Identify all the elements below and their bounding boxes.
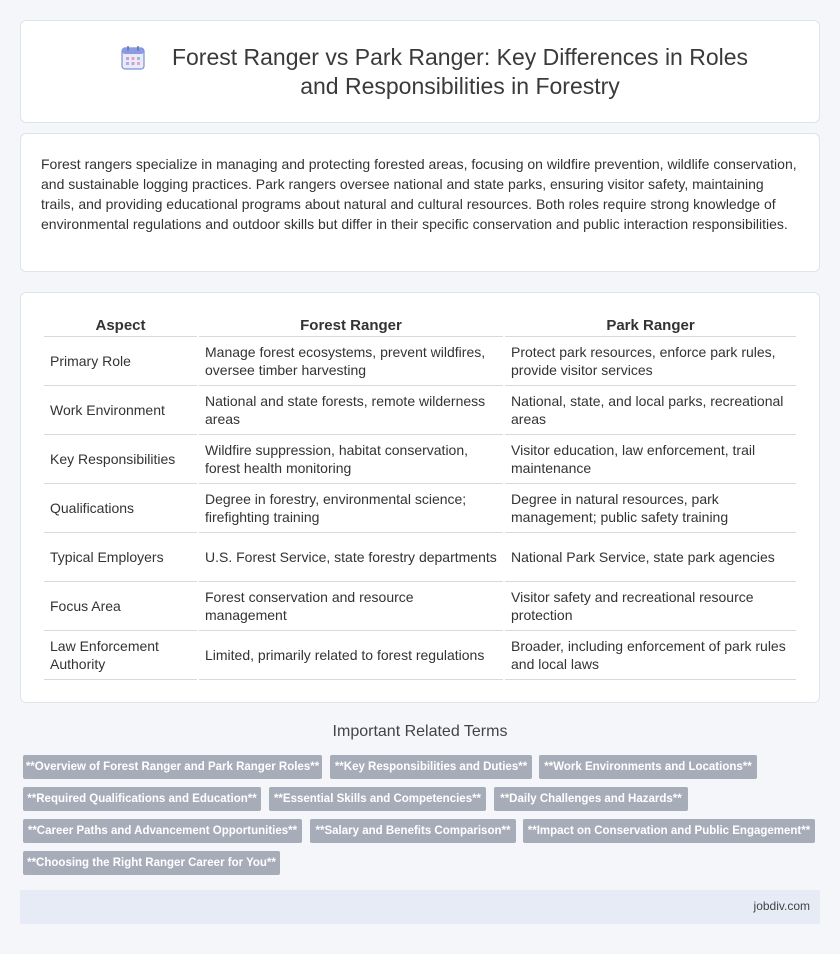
- related-tag[interactable]: **Career Paths and Advancement Opportunities**: [23, 819, 302, 843]
- intro-card: [20, 133, 820, 272]
- cell-aspect: Typical Employers: [44, 533, 197, 582]
- cell-park-ranger: Protect park resources, enforce park rules, provide visitor services: [505, 337, 796, 386]
- cell-park-ranger: National, state, and local parks, recreational areas: [505, 386, 796, 435]
- table-row: [44, 484, 796, 533]
- cell-forest-ranger: Limited, primarily related to forest regulations: [199, 631, 503, 680]
- related-tag[interactable]: **Essential Skills and Competencies**: [269, 787, 486, 811]
- comparison-table: [42, 311, 798, 680]
- cell-aspect: Qualifications: [44, 484, 197, 533]
- related-tag[interactable]: **Key Responsibilities and Duties**: [330, 755, 532, 779]
- cell-park-ranger: Visitor safety and recreational resource protection: [505, 582, 796, 631]
- table-row: [44, 435, 796, 484]
- table-row: [44, 533, 796, 582]
- cell-forest-ranger: Wildfire suppression, habitat conservation, forest health monitoring: [199, 435, 503, 484]
- footer: [20, 890, 820, 924]
- related-tag[interactable]: **Daily Challenges and Hazards**: [494, 787, 688, 811]
- table-header-row: [44, 311, 796, 337]
- related-tag[interactable]: **Salary and Benefits Comparison**: [310, 819, 516, 843]
- related-tag[interactable]: **Overview of Forest Ranger and Park Ranger Roles**: [23, 755, 322, 779]
- cell-forest-ranger: Manage forest ecosystems, prevent wildfires, oversee timber harvesting: [199, 337, 503, 386]
- cell-aspect: Primary Role: [44, 337, 197, 386]
- table-row: [44, 582, 796, 631]
- cell-park-ranger: Visitor education, law enforcement, trail maintenance: [505, 435, 796, 484]
- intro-text: Forest rangers specialize in managing and protecting forested areas, focusing on wildfire prevention, wildlife conservation, and sustainable logging practices. Park rangers oversee national and state parks, ensuring visitor safety, maintaining trails, and providing educational programs about natural and cultural resources. Both roles require strong knowledge of environmental regulations and outdoor skills but differ in their specific conservation and public interaction responsibilities.: [41, 156, 797, 232]
- related-tag[interactable]: **Work Environments and Locations**: [539, 755, 757, 779]
- cell-forest-ranger: U.S. Forest Service, state forestry departments: [199, 533, 503, 582]
- footer-site[interactable]: jobdiv.com: [753, 899, 810, 913]
- cell-aspect: Focus Area: [44, 582, 197, 631]
- title-card: [20, 20, 820, 123]
- related-terms-title: Important Related Terms: [332, 723, 508, 740]
- cell-aspect: Work Environment: [44, 386, 197, 435]
- cell-aspect: Key Responsibilities: [44, 435, 197, 484]
- cell-park-ranger: Degree in natural resources, park management; public safety training: [505, 484, 796, 533]
- cell-aspect: Law Enforcement Authority: [44, 631, 197, 680]
- page-title: Forest Ranger vs Park Ranger: Key Differences in Roles and Responsibilities in Forestry: [171, 43, 749, 99]
- related-tag[interactable]: **Impact on Conservation and Public Engagement**: [523, 819, 815, 843]
- cell-park-ranger: Broader, including enforcement of park rules and local laws: [505, 631, 796, 680]
- comparison-card: [20, 292, 820, 703]
- table-row: [44, 337, 796, 386]
- header-forest-ranger: Forest Ranger: [199, 311, 503, 337]
- related-tag[interactable]: **Required Qualifications and Education**: [23, 787, 261, 811]
- header-aspect: Aspect: [44, 311, 197, 337]
- cell-park-ranger: National Park Service, state park agencies: [505, 533, 796, 582]
- related-tag[interactable]: **Choosing the Right Ranger Career for You**: [23, 851, 280, 875]
- cell-forest-ranger: National and state forests, remote wilderness areas: [199, 386, 503, 435]
- cell-forest-ranger: Degree in forestry, environmental science; firefighting training: [199, 484, 503, 533]
- cell-forest-ranger: Forest conservation and resource management: [199, 582, 503, 631]
- table-row: [44, 386, 796, 435]
- table-row: [44, 631, 796, 680]
- header-park-ranger: Park Ranger: [505, 311, 796, 337]
